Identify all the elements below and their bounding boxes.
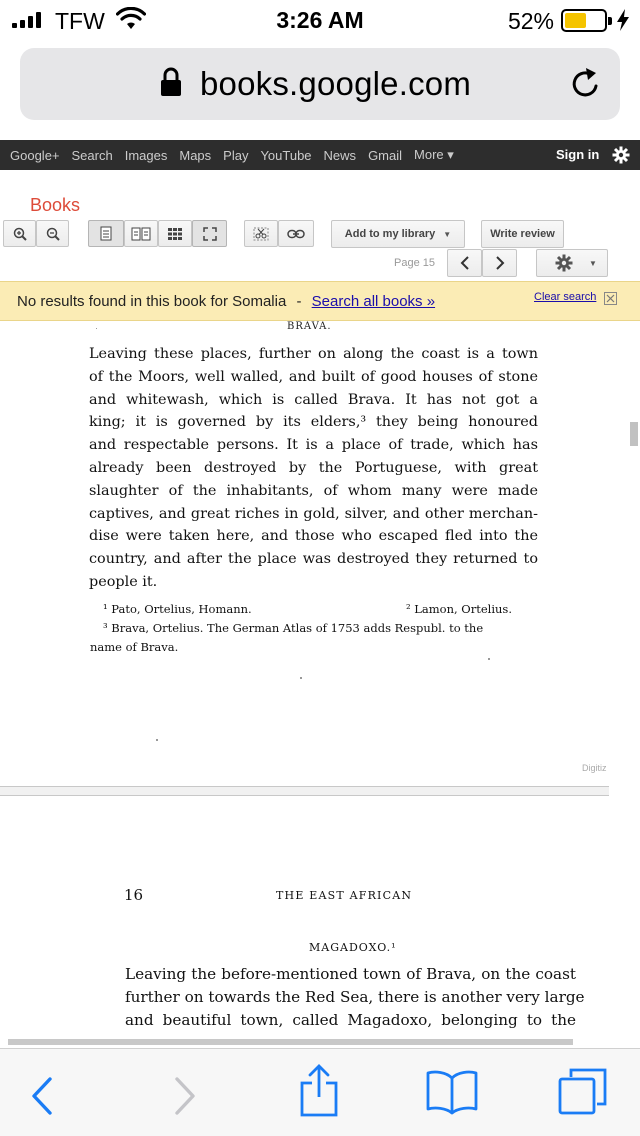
book-text-line: and respectable persons. It is a place of trade, which has [89, 437, 538, 454]
google-bar-link[interactable]: Gmail [368, 147, 403, 163]
two-page-icon [131, 227, 151, 241]
tabs-button[interactable] [558, 1066, 608, 1116]
book-text-line: dise were taken here, and those who escaped fled into the [89, 528, 538, 545]
close-notice-button[interactable] [604, 292, 617, 305]
settings-gear-icon [555, 254, 573, 272]
book-text-line: slaughter of the inhabitants, of whom many were made [89, 482, 538, 499]
zoom-out-button[interactable] [36, 220, 69, 247]
browser-toolbar [0, 1048, 640, 1136]
link-icon [287, 229, 305, 239]
grid-icon [168, 228, 182, 240]
next-page-button[interactable] [482, 249, 517, 277]
clear-search-link[interactable]: Clear search [534, 291, 597, 303]
status-time: 3:26 AM [276, 7, 364, 33]
sign-in-button[interactable]: Sign in [556, 147, 600, 162]
reload-icon[interactable] [569, 67, 603, 101]
page-16-running-head: THE EAST AFRICAN [276, 889, 413, 902]
status-bar [0, 0, 640, 40]
footnote-3-continued: name of Brava. [90, 640, 179, 654]
add-to-library-button[interactable] [331, 220, 465, 248]
google-bar-link[interactable]: YouTube [260, 147, 312, 163]
write-review-label: Write review [490, 228, 555, 240]
address-bar[interactable] [20, 48, 620, 120]
bookmarks-button[interactable] [426, 1069, 478, 1115]
book-text-line: and beautiful town, called Magadoxo, belonging to the [125, 1011, 576, 1029]
write-review-button[interactable] [481, 220, 564, 248]
single-page-icon [100, 226, 112, 241]
chevron-left-icon [460, 256, 470, 270]
book-text-line: Leaving the before-mentioned town of Brava, on the coast [125, 965, 576, 983]
google-bar-link[interactable]: More ▾ [414, 147, 454, 162]
page-16-number: 16 [124, 886, 144, 904]
notice-separator: - [296, 293, 302, 310]
google-bar-link[interactable]: Play [223, 147, 249, 163]
share-button[interactable] [299, 1063, 339, 1117]
zoom-out-icon [46, 227, 60, 241]
battery-icon [561, 9, 607, 32]
battery-level-fill [565, 13, 586, 28]
book-text-line: king; it is governed by its elders,³ they being honoured [89, 414, 538, 431]
search-notice [0, 281, 640, 321]
google-bar-link[interactable]: Search [71, 147, 113, 163]
google-bar-link[interactable]: News [323, 147, 357, 163]
google-bar-link[interactable]: Images [124, 147, 168, 163]
close-icon [605, 293, 616, 304]
dropdown-arrow-icon: ▼ [443, 229, 452, 239]
no-results-message: No results found in this book for Somalia [17, 293, 287, 310]
digitized-watermark: Digitiz [582, 763, 607, 773]
book-text-line: country, and after the place was destroyed they returned to [89, 551, 538, 568]
chevron-right-icon [495, 256, 505, 270]
charging-bolt-icon [616, 9, 630, 31]
book-text-line: further on towards the Red Sea, there is another very large [125, 988, 585, 1006]
book-text-line: Leaving these places, further on along the coast is a town [89, 346, 538, 362]
thumbnail-view-button[interactable] [158, 220, 192, 247]
page-heading-magadoxo: MAGADOXO.¹ [309, 941, 397, 954]
previous-page-button[interactable] [447, 249, 482, 277]
back-button[interactable] [30, 1077, 56, 1115]
battery-percent: 52% [507, 8, 554, 34]
settings-menu-button[interactable] [536, 249, 608, 277]
zoom-in-button[interactable] [3, 220, 36, 247]
horizontal-scrollbar[interactable] [8, 1039, 573, 1045]
scissors-icon [253, 227, 269, 241]
two-page-view-button[interactable] [124, 220, 158, 247]
fullscreen-icon [203, 227, 217, 241]
add-to-library-label: Add to my library [344, 228, 436, 240]
google-bar [0, 140, 640, 170]
fullscreen-button[interactable] [192, 220, 227, 247]
vertical-scrollbar[interactable] [630, 422, 638, 446]
zoom-in-icon [13, 227, 27, 241]
page-separator [0, 786, 609, 796]
book-text-line: people it. [89, 573, 158, 590]
books-logo[interactable]: Books [30, 195, 81, 215]
url-text[interactable]: books.google.com [200, 65, 472, 102]
book-text-line: already been destroyed by the Portuguese, with great [89, 459, 538, 476]
search-all-books-link[interactable]: Search all books » [311, 293, 436, 310]
google-bar-link[interactable]: Google+ [10, 147, 60, 163]
settings-dropdown-arrow-icon: ▼ [589, 258, 597, 268]
page-heading-brava: BRAVA. [287, 321, 332, 332]
clip-button[interactable] [244, 220, 278, 247]
google-bar-links [10, 140, 466, 170]
page-16-text [125, 963, 585, 1032]
book-viewer[interactable] [0, 321, 640, 1048]
book-text-line: of the Moors, well walled, and built of good houses of stone [89, 368, 538, 385]
forward-button[interactable] [171, 1077, 197, 1115]
carrier-name: TFW [55, 8, 105, 34]
book-text-line: captives, and great riches in gold, silver, and other merchan- [89, 505, 538, 522]
gear-icon[interactable] [612, 146, 630, 164]
google-bar-link[interactable]: Maps [179, 147, 212, 163]
link-button[interactable] [278, 220, 314, 247]
footnote-3: ³ Brava, Ortelius. The German Atlas of 1753 adds Respubl. to the [103, 621, 484, 635]
single-page-view-button[interactable] [88, 220, 124, 247]
lock-icon [160, 67, 182, 97]
footnote-2: ² Lamon, Ortelius. [406, 602, 512, 616]
page-15-text [89, 343, 538, 594]
page-number-label: Page 15 [394, 257, 435, 269]
book-text-line: and whitewash, which is called Brava. It has not got a [89, 391, 538, 408]
footnote-1: ¹ Pato, Ortelius, Homann. [103, 602, 252, 616]
